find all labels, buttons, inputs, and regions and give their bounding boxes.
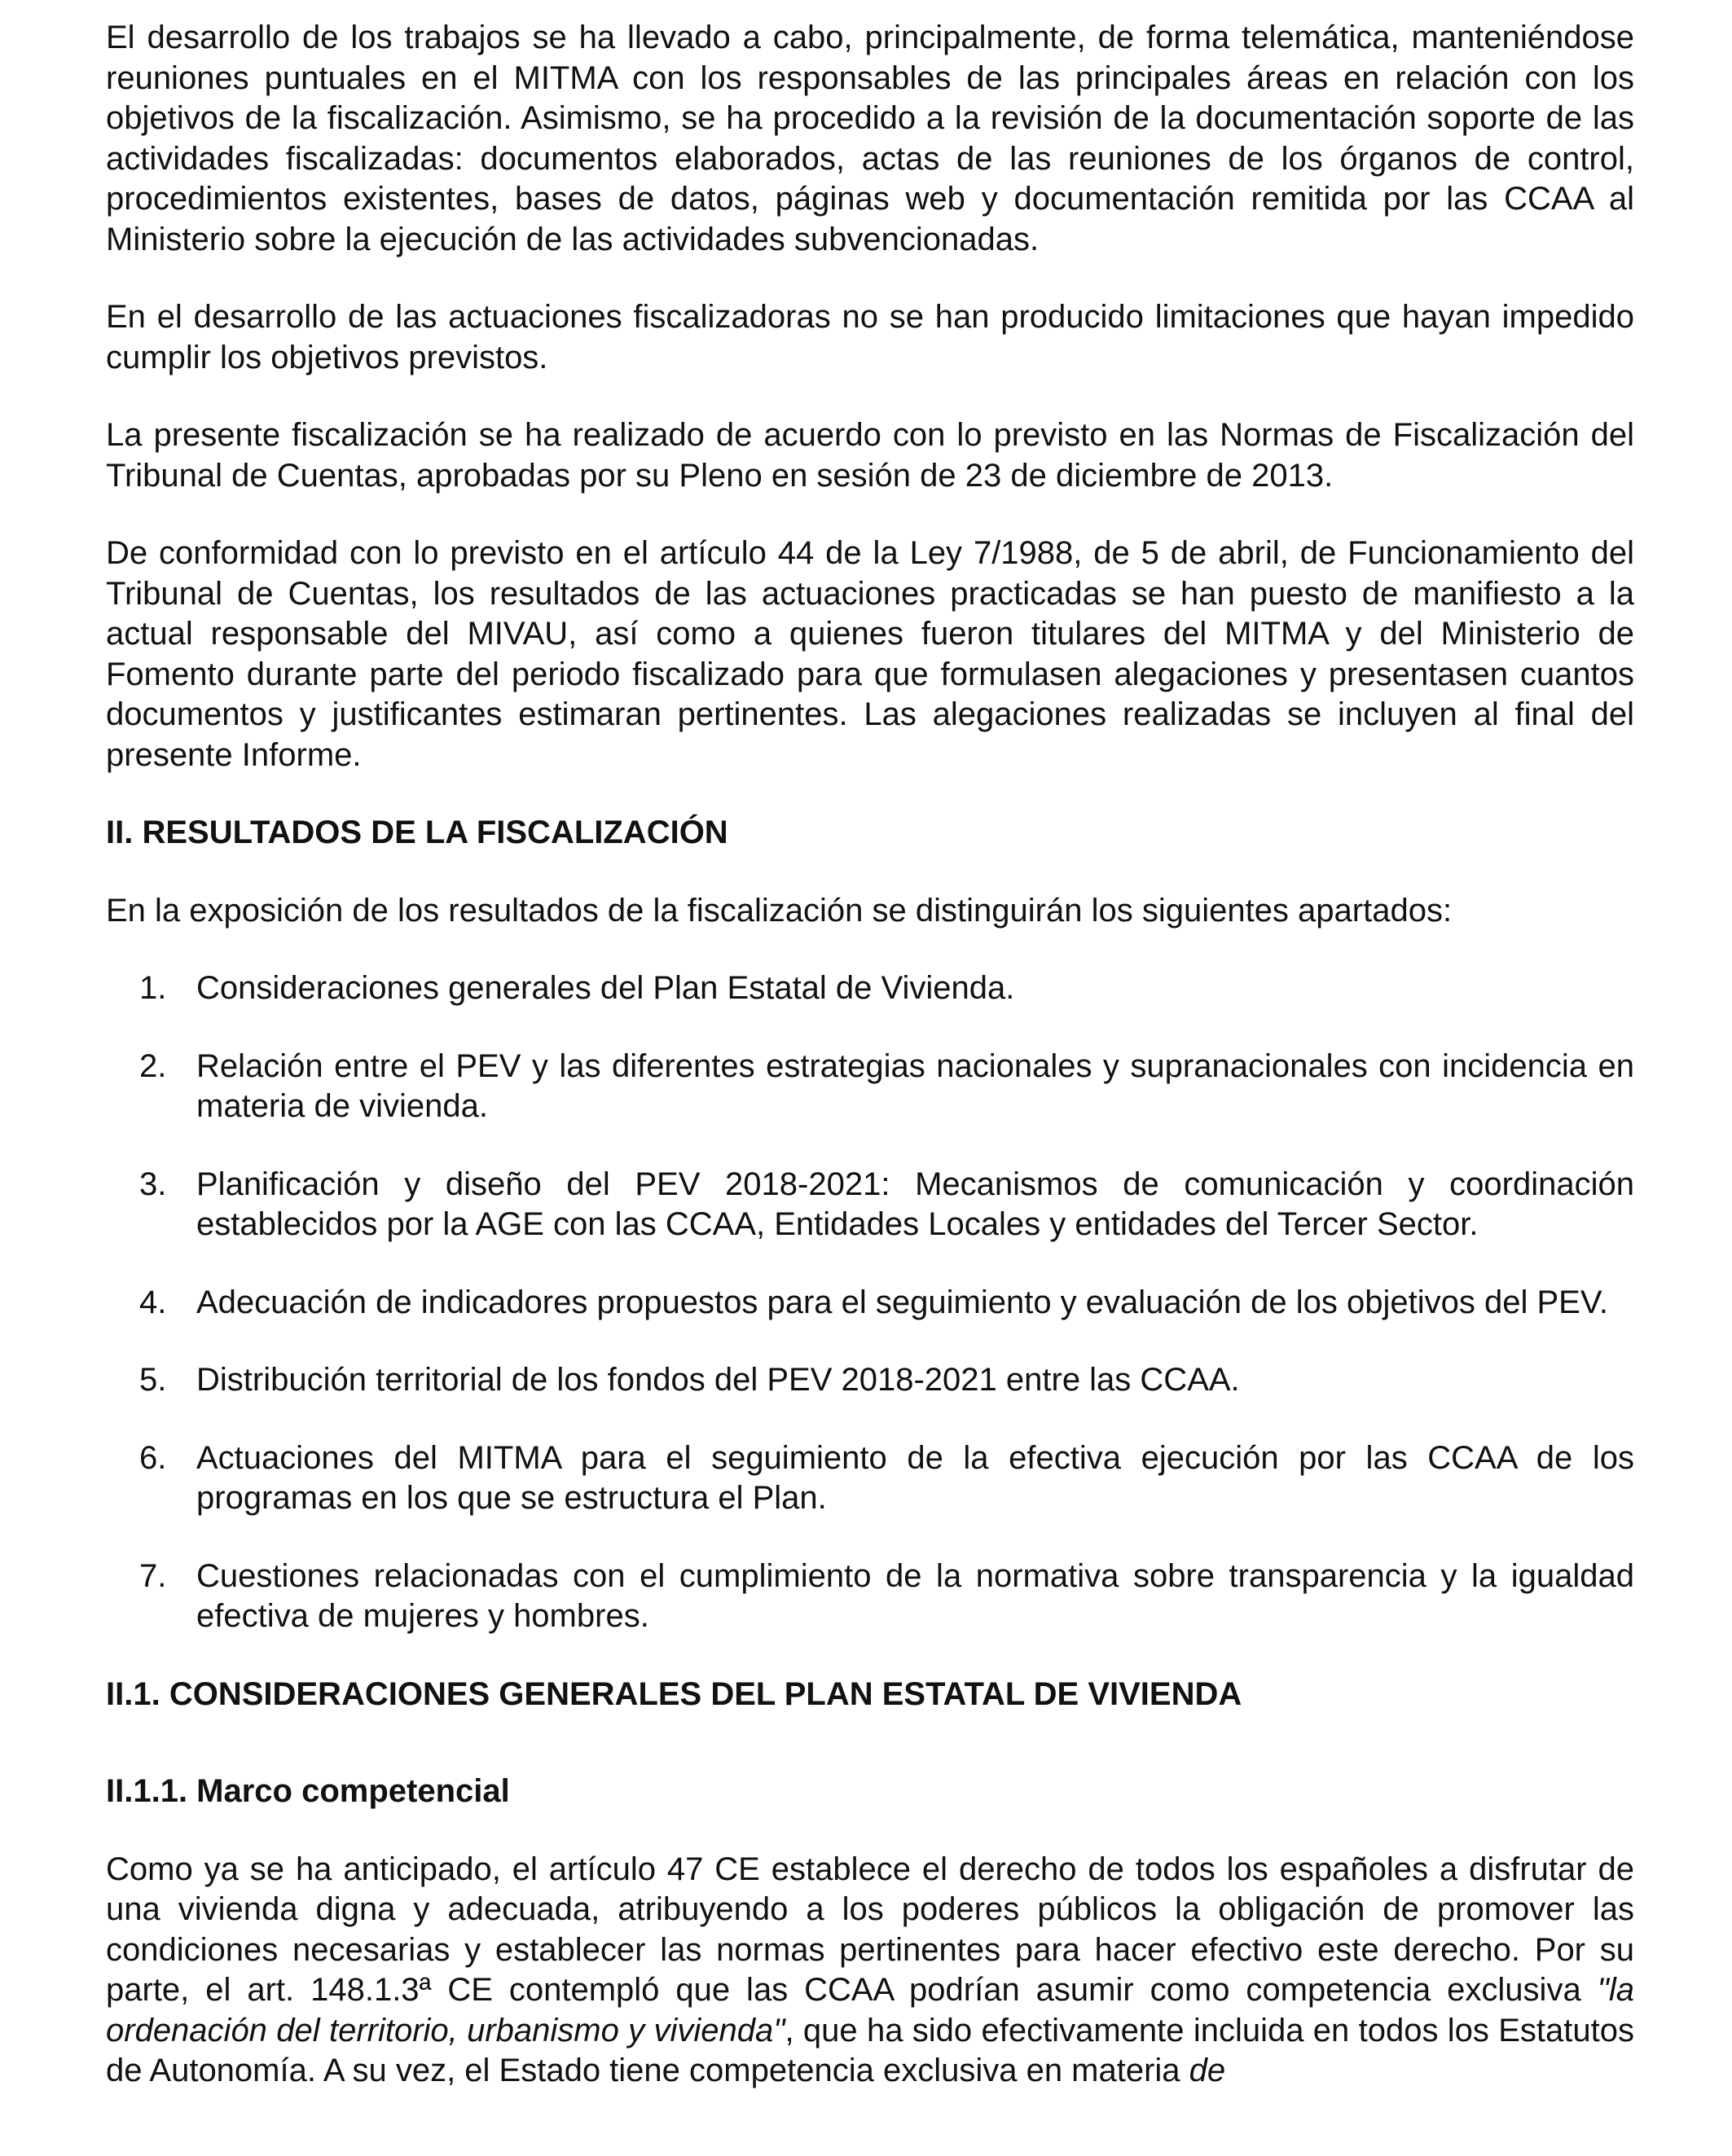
list-item-text: Planificación y diseño del PEV 2018-2021: Mecanismos de comunicación y coordinación establecidos por la AGE con las CCAA, Entidades Locales y entidades del Tercer Sector.	[196, 1166, 1634, 1242]
paragraph-standards: La presente fiscalización se ha realizado de acuerdo con lo previsto en las Normas de Fiscalización del Tribunal de Cuentas, aprobadas por su Pleno en sesión de 23 de diciembre de 2013.	[106, 417, 1634, 494]
list-item-text: Cuestiones relacionadas con el cumplimiento de la normativa sobre transparencia y la igualdad efectiva de mujeres y hombres.	[196, 1557, 1634, 1634]
paragraph-text-part: , que ha sido efectivamente incluida en todos los Estatutos de Autonomía. A su vez, el Estado tiene competencia exclusiva en materia	[106, 2012, 1634, 2088]
section-heading-general-considerations: II.1. CONSIDERACIONES GENERALES DEL PLAN ESTATAL DE VIVIENDA	[106, 1675, 1242, 1712]
paragraph-competence-framework	[106, 1850, 1634, 2092]
document-page	[106, 18, 1634, 2092]
list-item-number: 6.	[139, 1439, 167, 1476]
italic-text: de	[1189, 2053, 1226, 2088]
list-item	[106, 1047, 1634, 1127]
list-item-text: Consideraciones generales del Plan Estatal de Vivienda.	[196, 970, 1015, 1006]
paragraph-allegations: De conformidad con lo previsto en el artículo 44 de la Ley 7/1988, de 5 de abril, de Funcionamiento del Tribunal de Cuentas, los resultados de las actuaciones practicadas se han puesto de manifiesto a la actual responsable del MIVAU, así como a quienes fueron titulares del MITMA y del Ministerio de Fomento durante parte del periodo fiscalizado para que formulasen alegaciones y presentasen cuantos documentos y justificantes estimaran pertinentes. Las alegaciones realizadas se incluyen al final del presente Informe.	[106, 535, 1634, 773]
paragraph-results-intro: En la exposición de los resultados de la fiscalización se distinguirán los siguientes apartados:	[106, 892, 1453, 929]
list-item-number: 7.	[139, 1557, 167, 1594]
list-item-text: Distribución territorial de los fondos del PEV 2018-2021 entre las CCAA.	[196, 1362, 1240, 1398]
list-item-number: 2.	[139, 1047, 167, 1084]
list-item	[106, 1283, 1634, 1324]
list-item	[106, 1438, 1634, 1519]
quoted-text: "la ordenación del territorio, urbanismo y vivienda"	[106, 1972, 1634, 2048]
section-heading-results: II. RESULTADOS DE LA FISCALIZACIÓN	[106, 815, 728, 850]
list-item-number: 1.	[139, 970, 167, 1006]
list-item	[106, 1165, 1634, 1245]
list-item-number: 4.	[139, 1284, 167, 1320]
list-item-number: 5.	[139, 1362, 167, 1398]
subsection-heading-competence-framework: II.1.1. Marco competencial	[106, 1773, 510, 1809]
results-sections-list	[106, 968, 1634, 1637]
list-item-text: Adecuación de indicadores propuestos para el seguimiento y evaluación de los objetivos del PEV.	[196, 1284, 1608, 1320]
list-item-number: 3.	[139, 1166, 167, 1202]
list-item	[106, 1557, 1634, 1637]
list-item-text: Actuaciones del MITMA para el seguimiento de la efectiva ejecución por las CCAA de los programas en los que se estructura el Plan.	[196, 1439, 1634, 1516]
paragraph-text-part: Como ya se ha anticipado, el artículo 47 CE establece el derecho de todos los españoles a disfrutar de una vivienda digna y adecuada, atribuyendo a los poderes públicos la obligación de promover las condiciones necesarias y establecer las normas pertinentes para hacer efectivo este derecho. Por su parte, el art. 148.1.3ª CE contempló que las CCAA podrían asumir como competencia exclusiva	[106, 1851, 1634, 2008]
list-item-text: Relación entre el PEV y las diferentes estrategias nacionales y supranacionales con incidencia en materia de vivienda.	[196, 1047, 1634, 1124]
list-item	[106, 1360, 1634, 1401]
paragraph-methodology: El desarrollo de los trabajos se ha llevado a cabo, principalmente, de forma telemática, manteniéndose reuniones puntuales en el MITMA con los responsables de las principales áreas en relación con los objetivos de la fiscalización. Asimismo, se ha procedido a la revisión de la documentación soporte de las actividades fiscalizadas: documentos elaborados, actas de las reuniones de los órganos de control, procedimientos existentes, bases de datos, páginas web y documentación remitida por las CCAA al Ministerio sobre la ejecución de las actividades subvencionadas.	[106, 20, 1634, 257]
paragraph-limitations: En el desarrollo de las actuaciones fiscalizadoras no se han producido limitaciones que hayan impedido cumplir los objetivos previstos.	[106, 299, 1634, 375]
list-item	[106, 968, 1634, 1009]
